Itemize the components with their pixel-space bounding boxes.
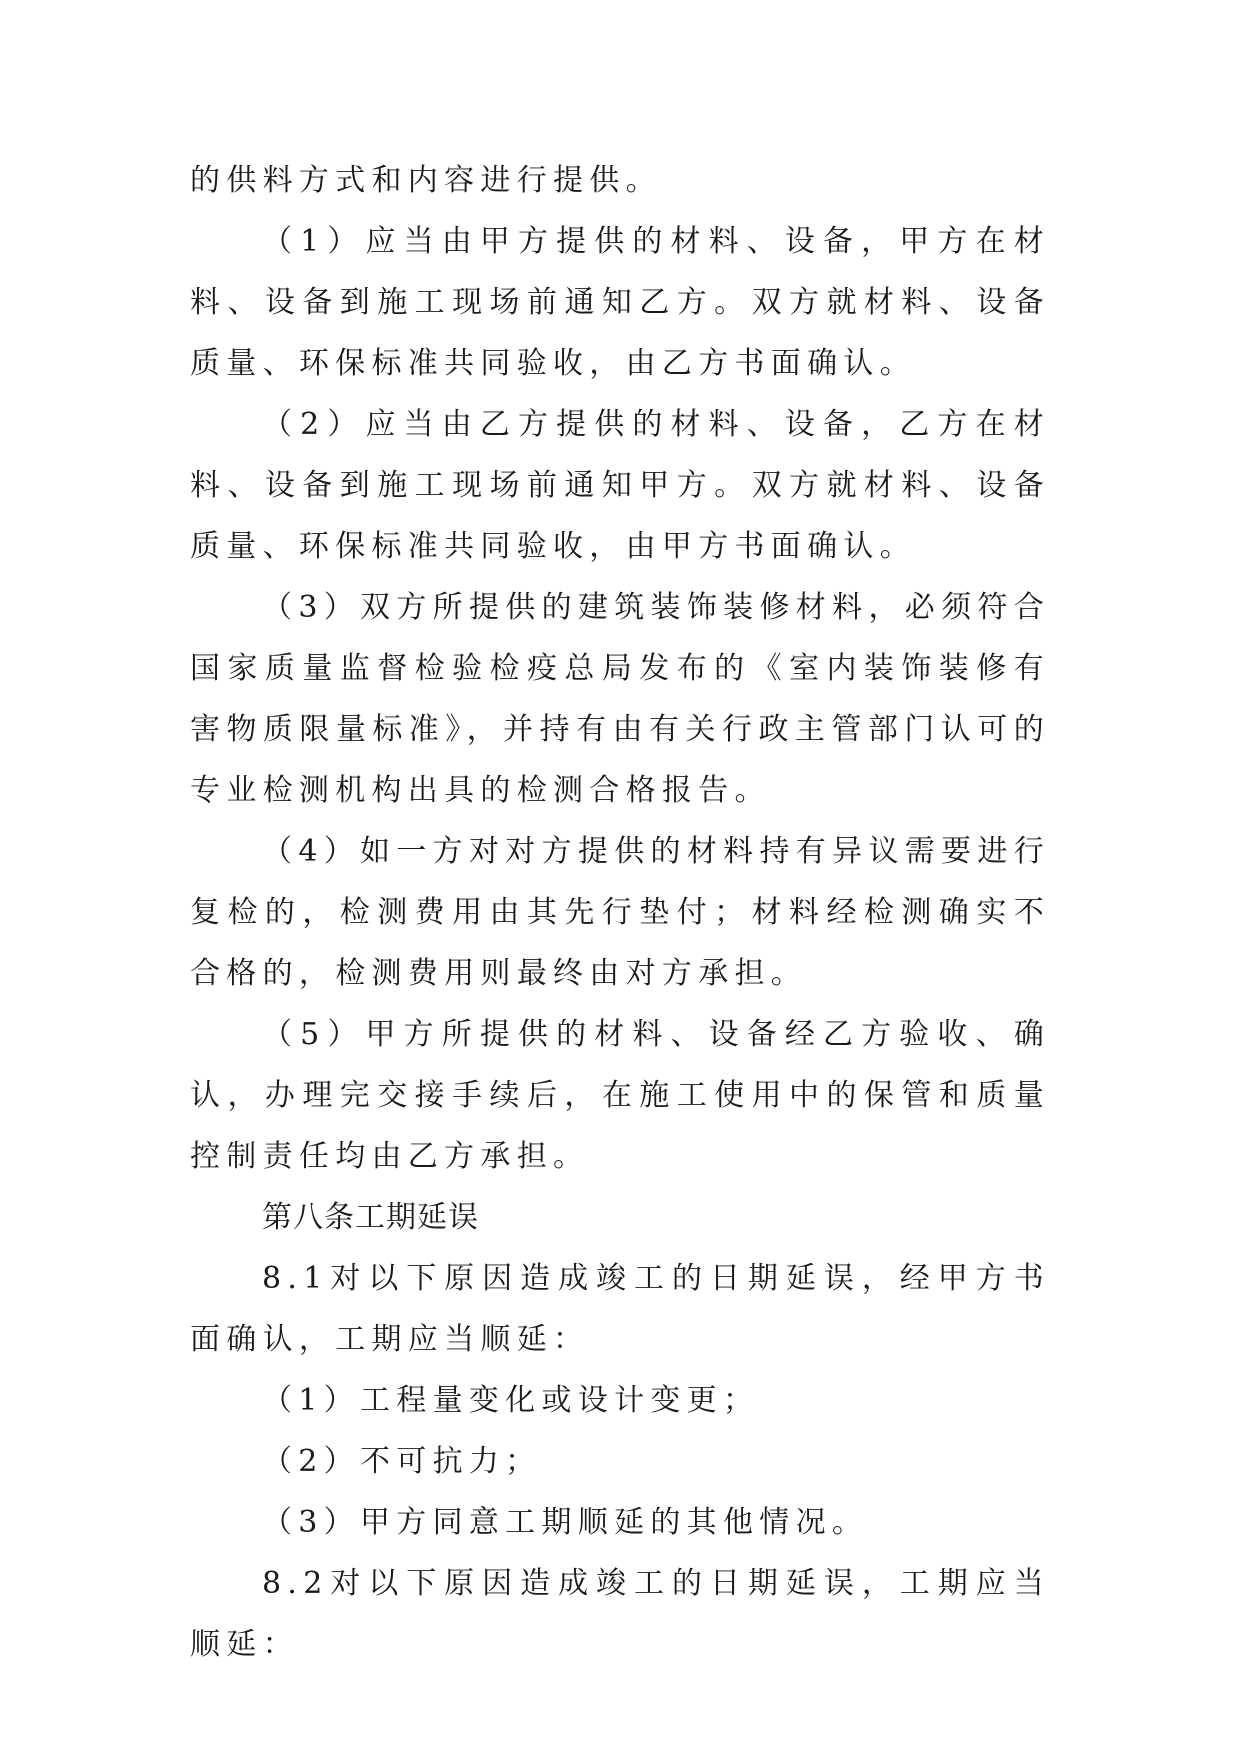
article-heading: 第八条工期延误 <box>262 1200 479 1235</box>
clause-8-1-item-3: （3）甲方同意工期顺延的其他情况。 <box>262 1505 869 1540</box>
paragraph-item-5: （5）甲方所提供的材料、设备经乙方验收、确认，办理完交接手续后，在施工使用中的保管和质量控制责任均由乙方承担。 <box>190 1017 1050 1174</box>
paragraph-item-1: （1）应当由甲方提供的材料、设备，甲方在材料、设备到施工现场前通知乙方。双方就材料、设备质量、环保标准共同验收，由乙方书面确认。 <box>190 224 1050 381</box>
clause-8-1: 8.1对以下原因造成竣工的日期延误，经甲方书面确认，工期应当顺延： <box>190 1261 1050 1357</box>
paragraph-continuation: 的供料方式和内容进行提供。 <box>190 163 662 198</box>
clause-8-2: 8.2对以下原因造成竣工的日期延误，工期应当顺延： <box>190 1566 1050 1662</box>
paragraph-item-3: （3）双方所提供的建筑装饰装修材料，必须符合国家质量监督检验检疫总局发布的《室内装饰装修有害物质限量标准》，并持有由有关行政主管部门认可的专业检测机构出具的检测合格报告。 <box>190 590 1050 808</box>
document-body <box>190 150 1050 1675</box>
paragraph-item-2: （2）应当由乙方提供的材料、设备，乙方在材料、设备到施工现场前通知甲方。双方就材料、设备质量、环保标准共同验收，由甲方书面确认。 <box>190 407 1050 564</box>
clause-8-1-item-2: （2）不可抗力； <box>262 1444 542 1479</box>
paragraph-item-4: （4）如一方对对方提供的材料持有异议需要进行复检的，检测费用由其先行垫付；材料经检测确实不合格的，检测费用则最终由对方承担。 <box>190 834 1050 991</box>
clause-8-1-item-1: （1）工程量变化或设计变更； <box>262 1383 760 1418</box>
